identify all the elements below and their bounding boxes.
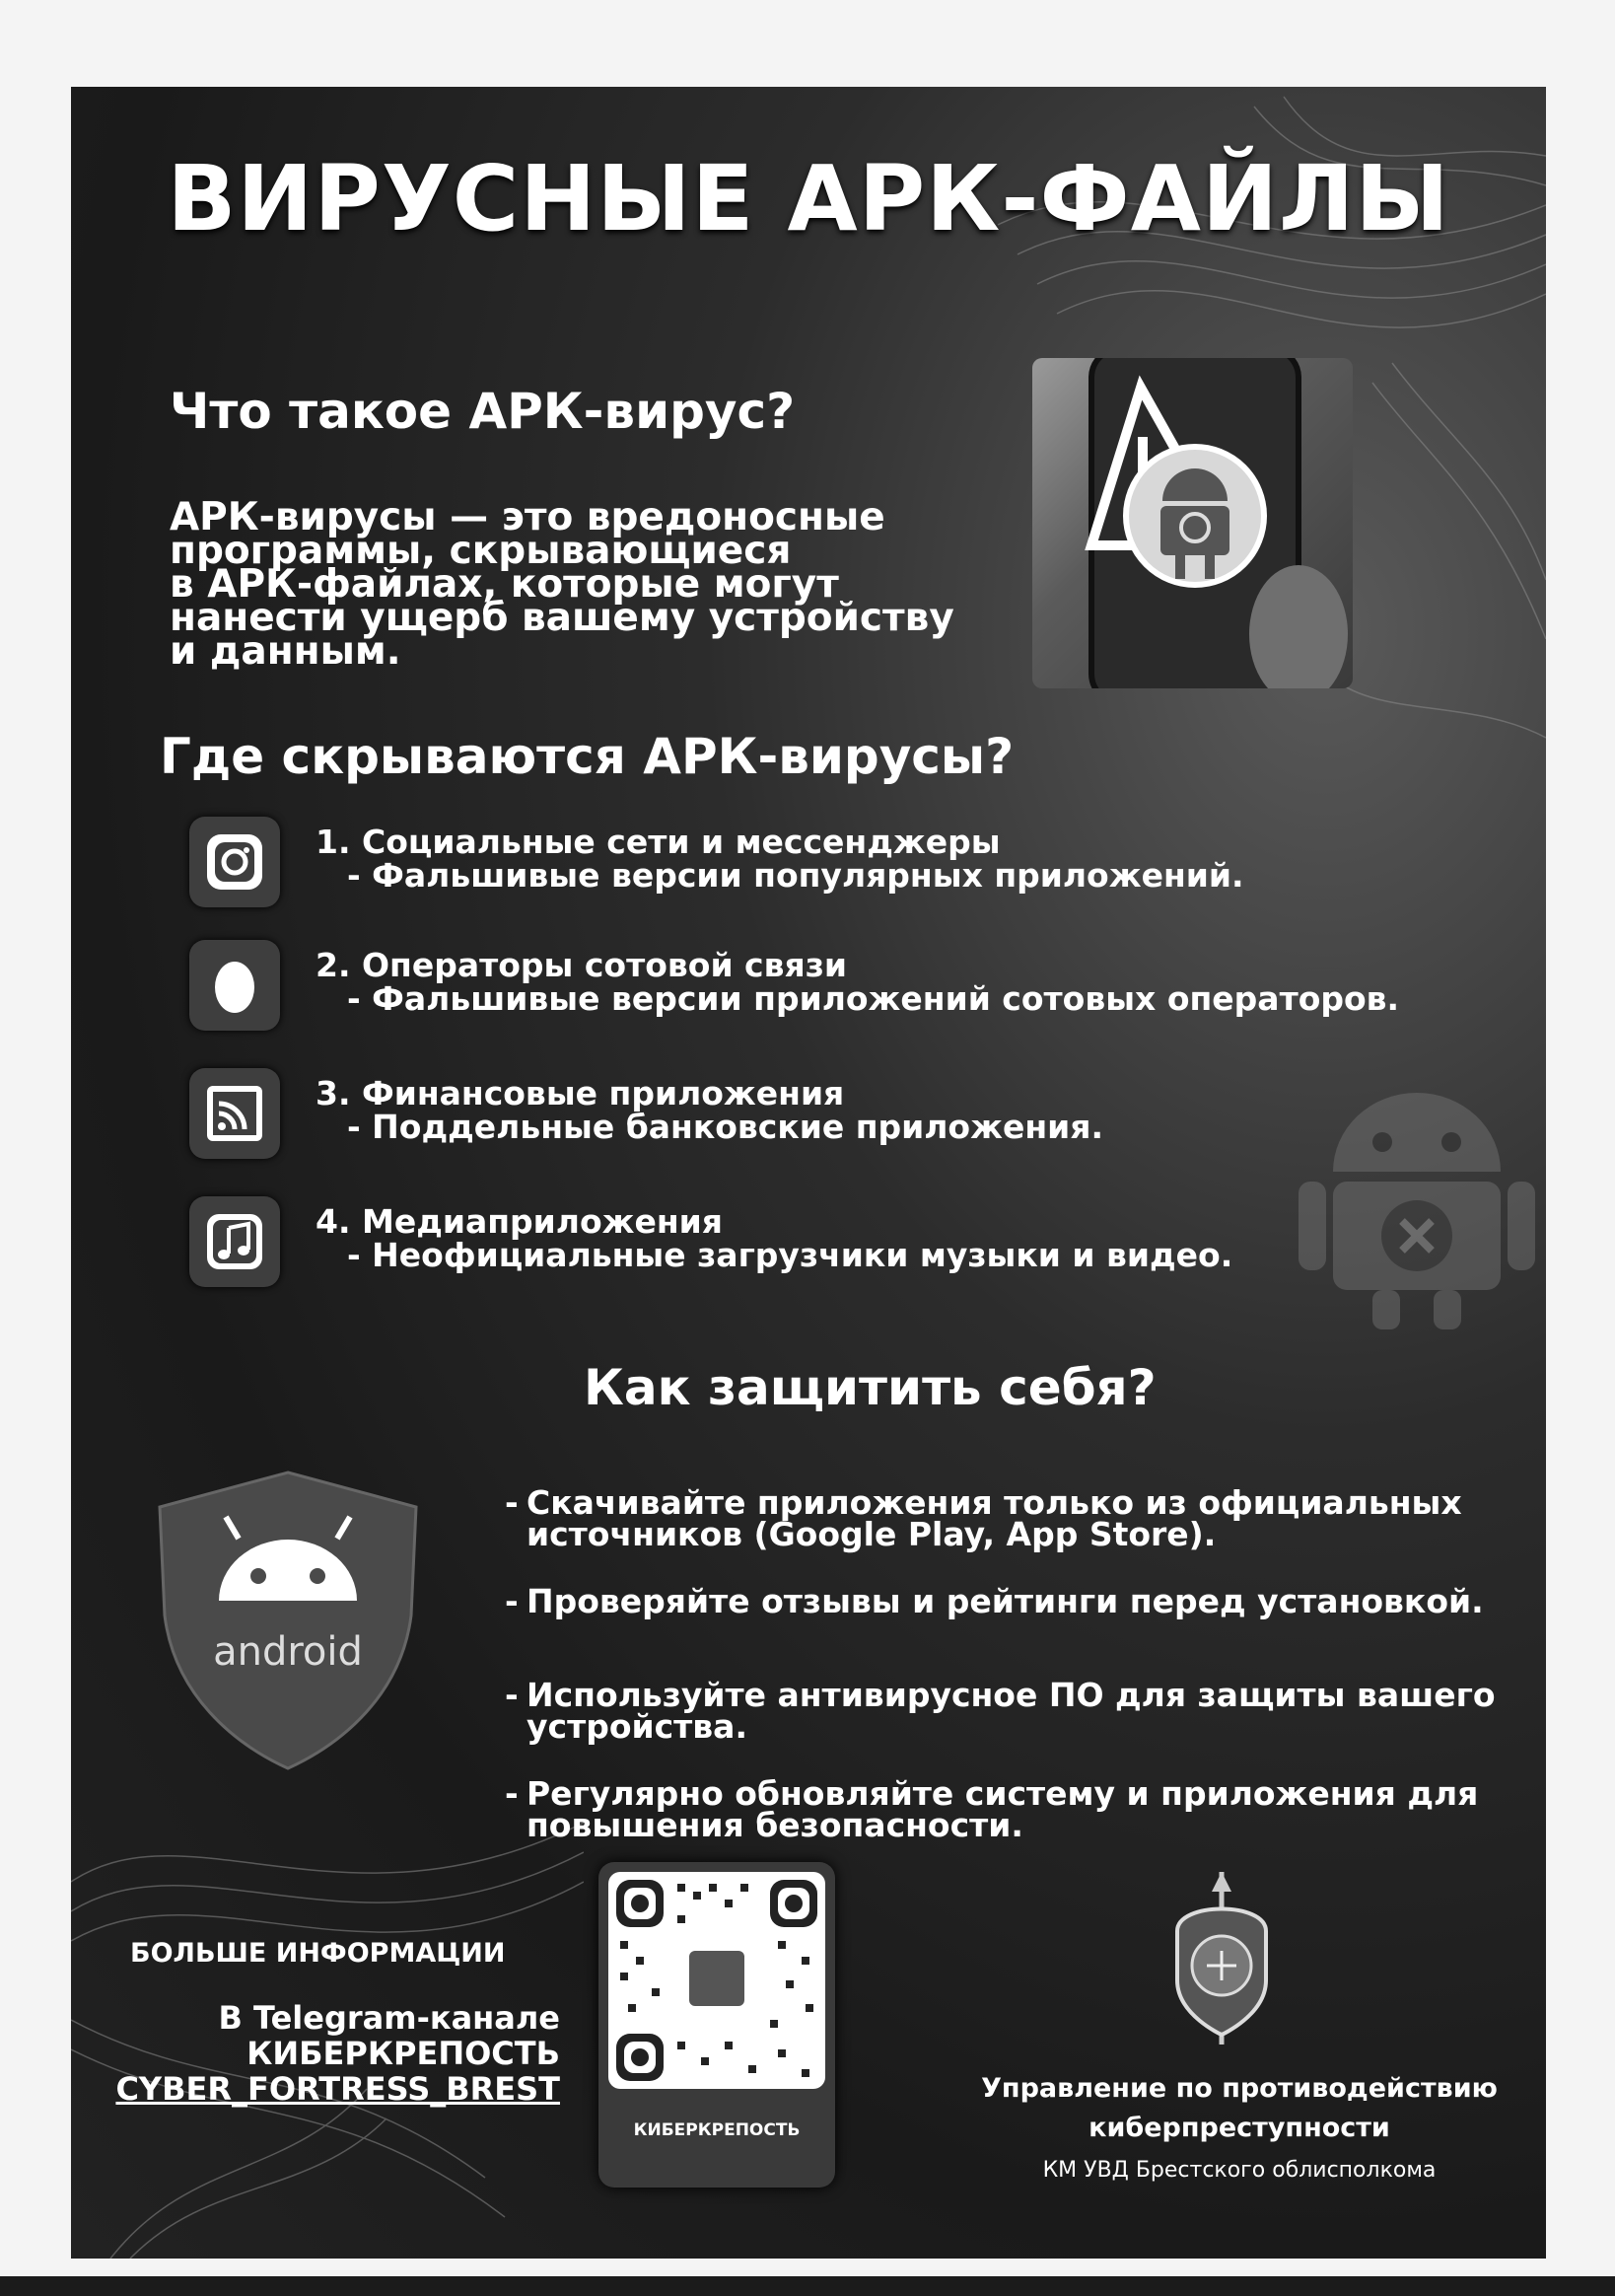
icon-tile [189,1068,280,1159]
department-line: Управление по противодействию [981,2073,1498,2104]
what-is-heading: Что такое АРК-вирус? [170,383,796,440]
egg-icon [203,954,266,1017]
android-label: android [213,1629,363,1675]
tip-line: Регулярно обновляйте систему и приложения для [527,1774,1479,1813]
telegram-handle-link[interactable]: CYBER_FORTRESS_BREST [115,2070,560,2108]
android-x-icon [1294,1073,1540,1329]
tip-line: Проверяйте отзывы и рейтинги перед установкой. [527,1582,1484,1620]
bottom-edge [0,2276,1615,2296]
tip-line: повышения безопасности. [527,1806,1023,1844]
icon-tile [189,817,280,907]
list-item-title: 2. Операторы сотовой связи [316,946,847,984]
police-emblem-icon [1158,1872,1286,2049]
telegram-info [115,2000,560,2107]
list-item-desc: - Поддельные банковские приложения. [347,1108,1103,1146]
qr-code[interactable] [608,1872,825,2089]
what-is-line: программы, скрывающиеся [170,529,792,573]
tip-item: - Скачивайте приложения только из официальных источников (Google Play, App Store). [505,1483,1462,1553]
list-item-desc: - Фальшивые версии популярных приложений. [347,856,1244,895]
tip-item: - Проверяйте отзывы и рейтинги перед установкой. [505,1582,1484,1620]
list-item-desc: - Неофициальные загрузчики музыки и видео. [347,1236,1233,1274]
qr-code-icon [608,1872,825,2089]
tip-item: - Регулярно обновляйте систему и приложения для повышения безопасности. [505,1774,1479,1844]
where-heading: Где скрываются АРК-вирусы? [160,728,1015,785]
what-is-text [170,495,1018,674]
poster [71,87,1546,2259]
icon-tile [189,1196,280,1287]
what-is-line: нанести ущерб вашему устройству [170,596,954,640]
warning-android-icon [1032,358,1353,688]
department-name [919,2069,1546,2148]
what-is-line: в АРК-файлах, которые могут [170,562,839,607]
list-item-desc: - Фальшивые версии приложений сотовых операторов. [347,979,1400,1018]
tip-line: Скачивайте приложения только из официальных [527,1483,1462,1522]
what-is-line: и данным. [170,629,401,674]
phone-warning-image [1032,358,1353,688]
instagram-icon [203,830,266,894]
list-item-title: 1. Социальные сети и мессенджеры [316,823,1001,861]
department-line: киберпреступности [1088,2113,1390,2143]
tip-line: Используйте антивирусное ПО для защиты вашего [527,1676,1496,1714]
what-is-line: АРК-вирусы — это вредоносные [170,495,885,539]
qr-label: КИБЕРКРЕПОСТЬ [633,2120,801,2140]
tip-line: устройства. [527,1707,747,1746]
telegram-channel-name: КИБЕРКРЕПОСТЬ [246,2035,560,2072]
android-shield-icon [155,1468,421,1773]
department-subtitle: КМ УВД Брестского облисполкома [1042,2158,1437,2183]
tip-line: источников (Google Play, App Store). [527,1515,1217,1553]
tip-item: - Используйте антивирусное ПО для защиты вашего устройства. [505,1676,1496,1746]
list-item [189,817,1501,915]
protect-heading: Как защитить себя? [584,1359,1157,1416]
contactless-icon [203,1082,266,1145]
icon-tile [189,940,280,1031]
more-info-label: БОЛЬШЕ ИНФОРМАЦИИ [130,1938,506,1969]
telegram-line: В Telegram-канале [218,1999,560,2037]
music-note-icon [203,1210,266,1273]
qr-card [598,1862,835,2188]
list-item-title: 3. Финансовые приложения [316,1074,845,1112]
list-item-title: 4. Медиаприложения [316,1202,723,1241]
list-item [189,940,1501,1039]
page-title: ВИРУСНЫЕ АРК-ФАЙЛЫ [167,146,1450,251]
